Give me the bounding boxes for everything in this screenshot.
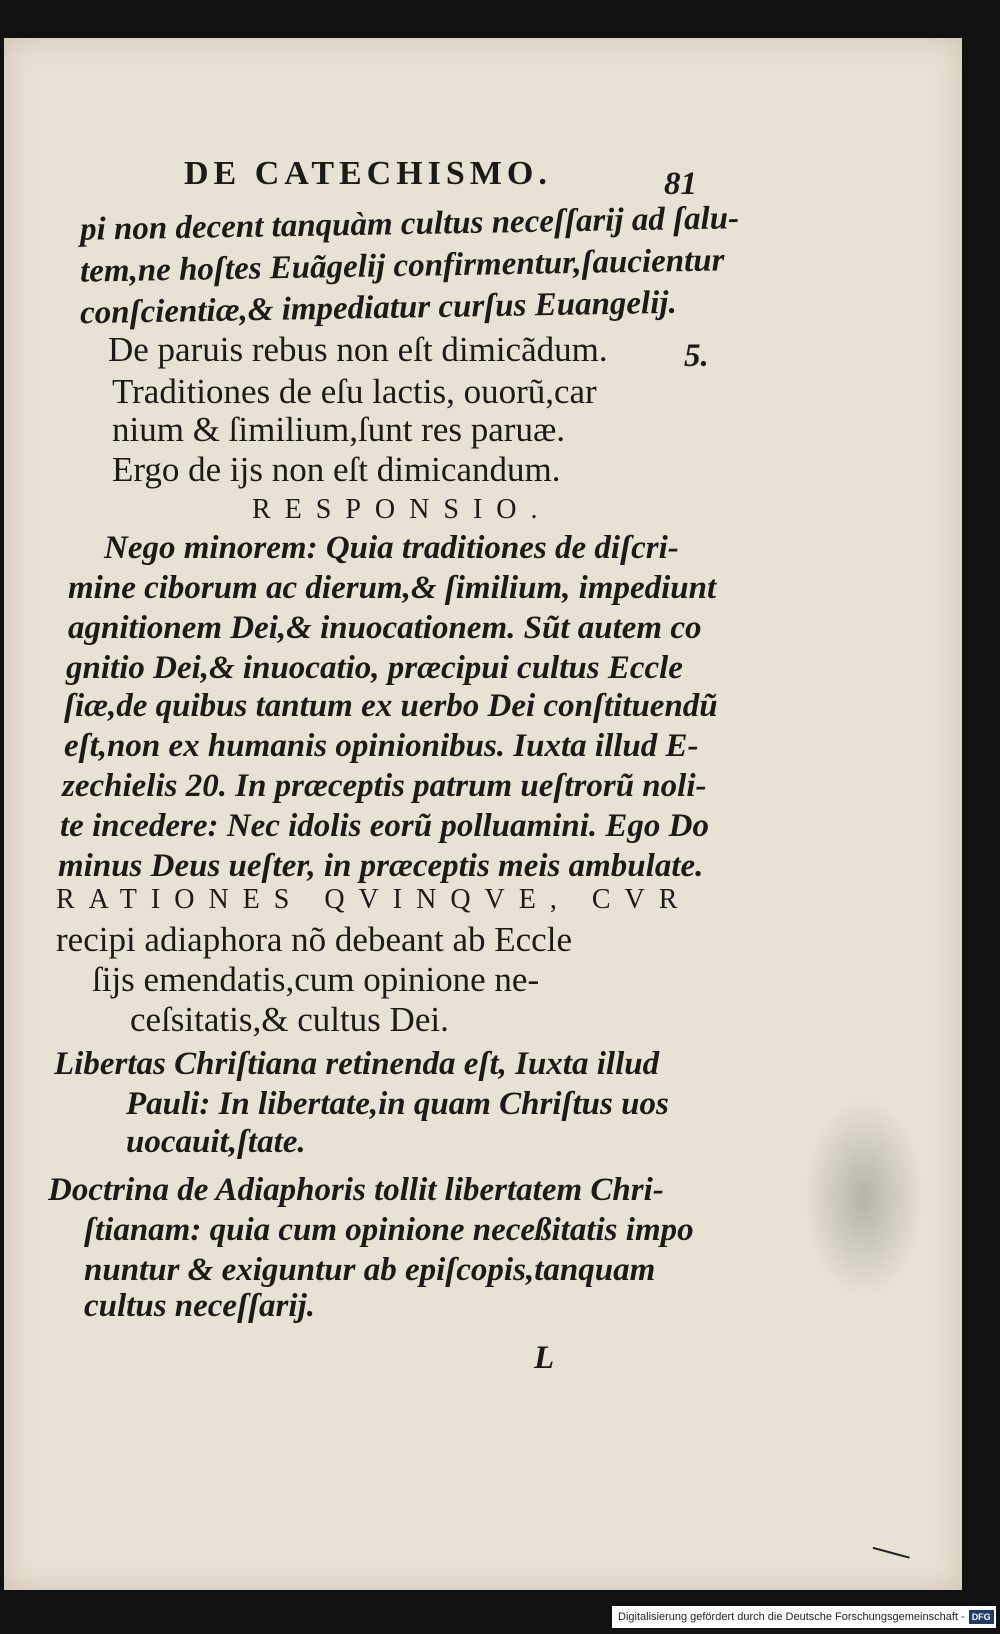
text-line: mine ciborum ac dierum,& ſimilium, impediunt — [68, 570, 717, 606]
text-line: cultus neceſſarij. — [84, 1288, 315, 1324]
book-page — [4, 38, 962, 1590]
text-line: Ergo de ijs non eſt dimicandum. — [112, 450, 561, 489]
running-header: DE CATECHISMO. — [184, 155, 552, 192]
digitization-footer — [612, 1606, 996, 1628]
margin-number: 5. — [684, 338, 709, 374]
text-line: Traditiones de eſu lactis, ouorũ,car — [112, 372, 597, 411]
text-line: zechielis 20. In præceptis patrum ueſtrorũ noli- — [62, 768, 707, 804]
text-line: Nego minorem: Quia traditiones de diſcri- — [104, 530, 679, 566]
text-line: Doctrina de Adiaphoris tollit libertatem Chri- — [48, 1172, 664, 1208]
text-line: eſt,non ex humanis opinionibus. Iuxta illud E- — [64, 728, 699, 764]
text-line: Libertas Chriſtiana retinenda eſt, Iuxta illud — [54, 1046, 660, 1082]
text-line: De paruis rebus non eſt dimicãdum. — [108, 330, 608, 369]
text-line: tem,ne hoſtes Euãgelij confirmentur,ſaucientur — [79, 242, 725, 290]
text-line: nium & ſimilium,ſunt res paruæ. — [112, 410, 566, 449]
footer-text: Digitalisierung gefördert durch die Deutsche Forschungsgemeinschaft - — [618, 1611, 965, 1623]
text-line: ceſsitatis,& cultus Dei. — [130, 1000, 449, 1039]
section-heading: RESPONSIO. — [252, 494, 552, 525]
text-line: te incedere: Nec idolis eorũ polluamini. Ego Do — [60, 808, 709, 844]
text-line: uocauit,ſtate. — [126, 1124, 306, 1160]
text-line: ſiæ,de quibus tantum ex uerbo Dei conſtituendũ — [64, 688, 718, 724]
text-line: gnitio Dei,& inuocatio, præcipui cultus Eccle — [66, 650, 683, 686]
text-line: pi non decent tanquàm cultus neceſſarij ad ſalu- — [79, 200, 740, 248]
section-heading: RATIONES QVINQVE, CVR — [56, 884, 692, 915]
dfg-logo: DFG — [969, 1610, 994, 1624]
text-line: conſcientiæ,& impediatur curſus Euangelij. — [79, 284, 678, 332]
text-line: minus Deus ueſter, in præceptis meis ambulate. — [58, 848, 704, 884]
text-line: agnitionem Dei,& inuocationem. Sũt autem co — [68, 610, 702, 646]
text-line: recipi adiaphora nõ debeant ab Eccle — [56, 920, 572, 959]
text-line: ſijs emendatis,cum opinione ne- — [92, 960, 540, 999]
text-line: Pauli: In libertate,in quam Chriſtus uos — [126, 1086, 669, 1122]
text-line: nuntur & exiguntur ab epiſcopis,tanquam — [84, 1252, 656, 1288]
text-line: ſtianam: quia cum opinione neceßitatis impo — [84, 1212, 694, 1248]
page-text — [4, 38, 962, 1590]
signature-mark: L — [534, 1340, 555, 1376]
page-number: 81 — [664, 166, 697, 202]
